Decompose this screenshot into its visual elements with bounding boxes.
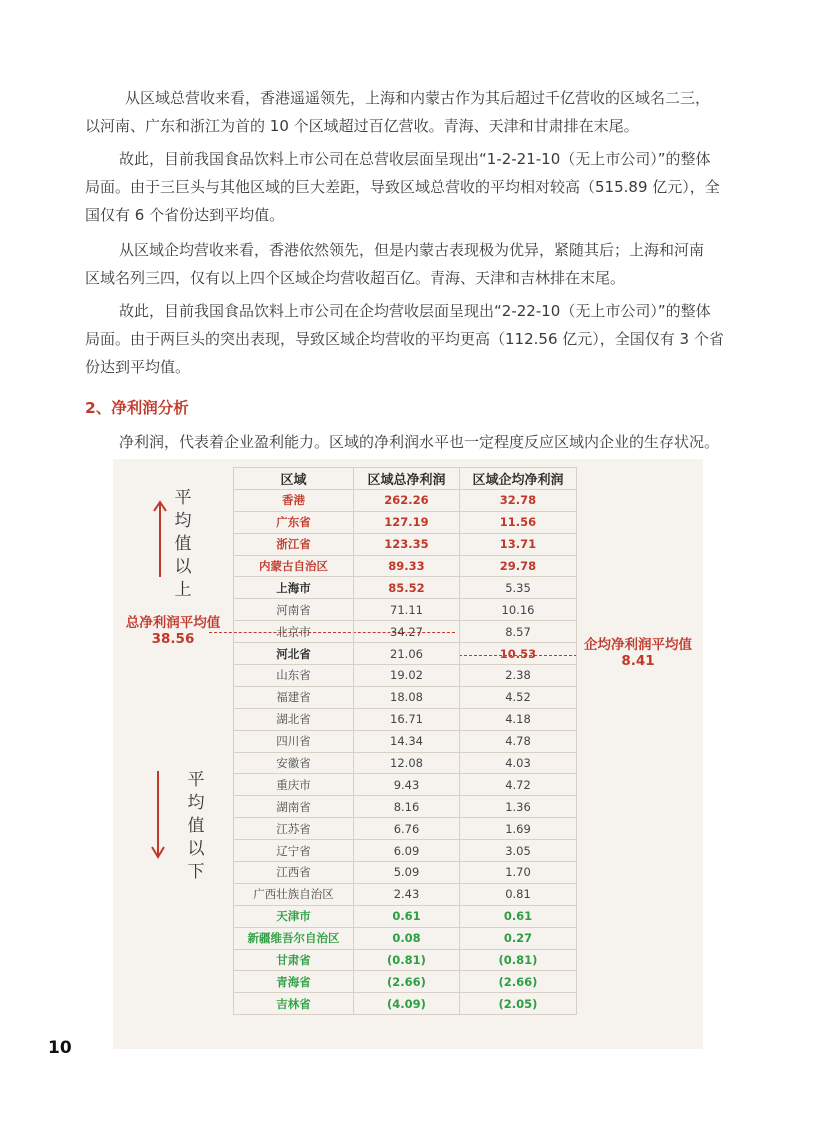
table-row xyxy=(234,905,577,927)
table-cell-avg: 0.61 xyxy=(460,905,577,927)
paragraph-line: 故此，目前我国食品饮料上市公司在企均营收层面呈现出“2-22-10（无上市公司）”的整体 xyxy=(119,302,711,320)
firm-average-note xyxy=(575,633,701,669)
table-cell-region: 香港 xyxy=(234,489,354,511)
table-row xyxy=(234,752,577,774)
table-cell-region: 内蒙古自治区 xyxy=(234,555,354,577)
firm-average-label: 企均净利润平均值 xyxy=(584,637,692,653)
below-avg-char: 平 xyxy=(187,770,205,790)
table-cell-region: 山东省 xyxy=(234,665,354,687)
table-row xyxy=(234,686,577,708)
table-row xyxy=(234,708,577,730)
table-row xyxy=(234,555,577,577)
table-cell-avg: 5.35 xyxy=(460,577,577,599)
table-cell-avg: (0.81) xyxy=(460,949,577,971)
table-row xyxy=(234,774,577,796)
table-cell-region: 安徽省 xyxy=(234,752,354,774)
table-cell-total: 2.43 xyxy=(354,883,460,905)
table-cell-total: 89.33 xyxy=(354,555,460,577)
table-cell-region: 北京市 xyxy=(234,621,354,643)
below-avg-char: 均 xyxy=(187,793,205,813)
table-cell-avg: (2.66) xyxy=(460,971,577,993)
table-row xyxy=(234,621,577,643)
table-cell-avg: 2.38 xyxy=(460,665,577,687)
table-cell-total: 0.08 xyxy=(354,927,460,949)
table-cell-total: 21.06 xyxy=(354,643,460,665)
table-cell-avg: 29.78 xyxy=(460,555,577,577)
table-cell-avg: 13.71 xyxy=(460,533,577,555)
table-cell-total: 6.76 xyxy=(354,818,460,840)
table-cell-total: 0.61 xyxy=(354,905,460,927)
section-title: 2、净利润分析 xyxy=(85,399,189,417)
paragraph-2 xyxy=(85,145,735,229)
above-avg-char: 以 xyxy=(174,557,192,577)
table-cell-region: 新疆维吾尔自治区 xyxy=(234,927,354,949)
table-cell-avg: 32.78 xyxy=(460,489,577,511)
table-cell-total: 262.26 xyxy=(354,489,460,511)
table-cell-region: 江西省 xyxy=(234,862,354,884)
table-cell-total: 85.52 xyxy=(354,577,460,599)
header-avg-net-profit: 区域企均净利润 xyxy=(460,468,577,490)
firm-average-value: 8.41 xyxy=(621,653,655,669)
table-cell-avg: 3.05 xyxy=(460,840,577,862)
above-average-label xyxy=(173,487,193,602)
table-cell-total: 18.08 xyxy=(354,686,460,708)
table-row xyxy=(234,796,577,818)
table-cell-avg: 0.27 xyxy=(460,927,577,949)
net-profit-figure xyxy=(113,459,703,1049)
table-cell-total: 9.43 xyxy=(354,774,460,796)
below-avg-char: 下 xyxy=(187,862,205,882)
table-cell-total: 16.71 xyxy=(354,708,460,730)
table-cell-avg: 4.18 xyxy=(460,708,577,730)
table-row xyxy=(234,862,577,884)
arrow-down-icon xyxy=(151,769,165,861)
table-cell-avg: 4.52 xyxy=(460,686,577,708)
table-cell-region: 河南省 xyxy=(234,599,354,621)
table-cell-total: 34.27 xyxy=(354,621,460,643)
table-row xyxy=(234,643,577,665)
table-cell-avg: 4.03 xyxy=(460,752,577,774)
table-cell-region: 吉林省 xyxy=(234,993,354,1015)
table-cell-region: 河北省 xyxy=(234,643,354,665)
page-number: 10 xyxy=(48,1038,72,1058)
table-cell-region: 湖南省 xyxy=(234,796,354,818)
table-cell-region: 湖北省 xyxy=(234,708,354,730)
paragraph-line: 以河南、广东和浙江为首的 10 个区域超过百亿营收。青海、天津和甘肃排在末尾。 xyxy=(85,117,639,135)
table-row xyxy=(234,665,577,687)
above-avg-char: 上 xyxy=(174,580,192,600)
paragraph-line: 净利润，代表着企业盈利能力。区域的净利润水平也一定程度反应区域内企业的生存状况。 xyxy=(119,433,720,451)
table-cell-total: 14.34 xyxy=(354,730,460,752)
table-cell-total: (2.66) xyxy=(354,971,460,993)
table-cell-region: 青海省 xyxy=(234,971,354,993)
table-row xyxy=(234,993,577,1015)
below-average-label xyxy=(186,769,206,884)
table-cell-avg: (2.05) xyxy=(460,993,577,1015)
paragraph-line: 故此，目前我国食品饮料上市公司在总营收层面呈现出“1-2-21-10（无上市公司）”的整体 xyxy=(119,150,711,168)
table-cell-total: 5.09 xyxy=(354,862,460,884)
table-cell-region: 辽宁省 xyxy=(234,840,354,862)
table-row xyxy=(234,818,577,840)
table-cell-total: (0.81) xyxy=(354,949,460,971)
table-cell-total: 71.11 xyxy=(354,599,460,621)
paragraph-line: 从区域企均营收来看，香港依然领先，但是内蒙古表现极为优异，紧随其后；上海和河南 xyxy=(119,241,705,259)
table-row xyxy=(234,489,577,511)
header-total-net-profit: 区域总净利润 xyxy=(354,468,460,490)
table-header-row xyxy=(234,468,577,490)
above-avg-char: 均 xyxy=(174,511,192,531)
table-cell-region: 福建省 xyxy=(234,686,354,708)
table-cell-region: 江苏省 xyxy=(234,818,354,840)
above-avg-char: 值 xyxy=(174,534,192,554)
table-row xyxy=(234,511,577,533)
table-cell-region: 广西壮族自治区 xyxy=(234,883,354,905)
table-row xyxy=(234,599,577,621)
paragraph-line: 局面。由于两巨头的突出表现，导致区域企均营收的平均更高（112.56 亿元），全国仅有 3 个省 xyxy=(85,330,724,348)
table-cell-avg: 4.72 xyxy=(460,774,577,796)
table-row xyxy=(234,533,577,555)
table-cell-total: 6.09 xyxy=(354,840,460,862)
paragraph-line: 国仅有 6 个省份达到平均值。 xyxy=(85,206,285,224)
paragraph-line: 区域名列三四，仅有以上四个区域企均营收超百亿。青海、天津和吉林排在末尾。 xyxy=(85,269,626,287)
table-cell-avg: 0.81 xyxy=(460,883,577,905)
paragraph-line: 从区域总营收来看，香港遥遥领先，上海和内蒙古作为其后超过千亿营收的区域名二三， xyxy=(125,89,711,107)
table-cell-region: 浙江省 xyxy=(234,533,354,555)
table-cell-region: 四川省 xyxy=(234,730,354,752)
table-cell-avg: 1.69 xyxy=(460,818,577,840)
table-row xyxy=(234,883,577,905)
table-cell-avg: 10.16 xyxy=(460,599,577,621)
table-cell-region: 天津市 xyxy=(234,905,354,927)
above-avg-char: 平 xyxy=(174,488,192,508)
header-region: 区域 xyxy=(234,468,354,490)
table-row xyxy=(234,927,577,949)
total-average-value: 38.56 xyxy=(151,631,195,647)
table-cell-total: 8.16 xyxy=(354,796,460,818)
table-cell-avg: 1.70 xyxy=(460,862,577,884)
table-row xyxy=(234,971,577,993)
table-cell-region: 上海市 xyxy=(234,577,354,599)
table-cell-avg: 4.78 xyxy=(460,730,577,752)
table-row xyxy=(234,840,577,862)
table-cell-region: 甘肃省 xyxy=(234,949,354,971)
total-average-label: 总净利润平均值 xyxy=(125,615,221,631)
paragraph-1 xyxy=(85,84,735,140)
table-cell-total: 123.35 xyxy=(354,533,460,555)
paragraph-line: 份达到平均值。 xyxy=(85,358,191,376)
table-cell-avg: 11.56 xyxy=(460,511,577,533)
table-cell-avg: 10.53 xyxy=(460,643,577,665)
paragraph-line: 局面。由于三巨头与其他区域的巨大差距，导致区域总营收的平均相对较高（515.89 亿元），全 xyxy=(85,178,720,196)
table-cell-avg: 1.36 xyxy=(460,796,577,818)
table-cell-total: (4.09) xyxy=(354,993,460,1015)
section-intro xyxy=(85,428,735,456)
table-row xyxy=(234,949,577,971)
net-profit-table xyxy=(233,467,577,1015)
below-avg-char: 值 xyxy=(187,816,205,836)
paragraph-4 xyxy=(85,297,735,381)
table-cell-avg: 8.57 xyxy=(460,621,577,643)
table-cell-total: 127.19 xyxy=(354,511,460,533)
table-row xyxy=(234,730,577,752)
table-row xyxy=(234,577,577,599)
table-cell-region: 重庆市 xyxy=(234,774,354,796)
arrow-up-icon xyxy=(153,499,167,579)
below-avg-char: 以 xyxy=(187,839,205,859)
table-cell-total: 19.02 xyxy=(354,665,460,687)
total-average-note xyxy=(115,611,231,647)
table-cell-total: 12.08 xyxy=(354,752,460,774)
table-cell-region: 广东省 xyxy=(234,511,354,533)
paragraph-3 xyxy=(85,236,735,292)
